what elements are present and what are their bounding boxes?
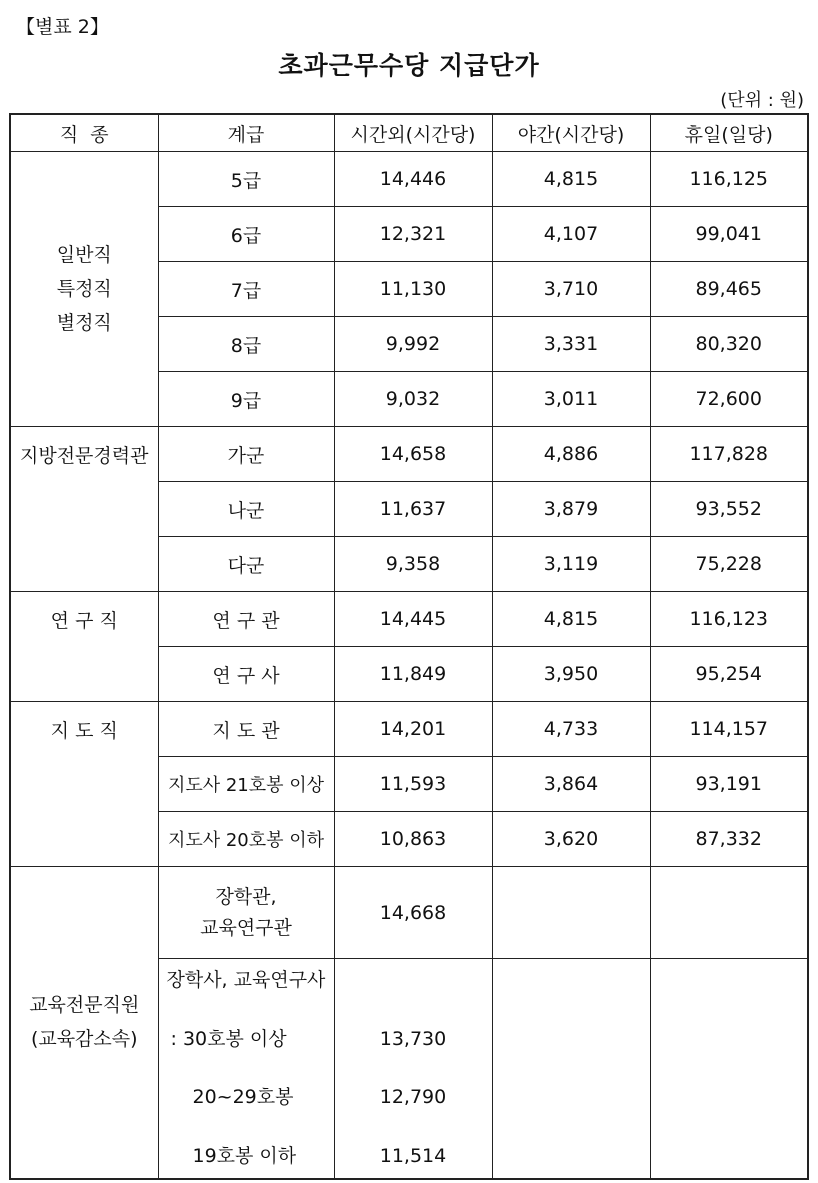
annex-label: 【별표 2】 [16, 16, 109, 38]
overtime-cell [334, 959, 492, 1179]
night-cell: 3,710 [492, 262, 650, 317]
night-cell: 4,815 [492, 592, 650, 647]
overtime-line: 13,730 [379, 1027, 447, 1050]
overtime-cell: 11,849 [334, 647, 492, 702]
grade-cell: 지도사 20호봉 이하 [158, 812, 334, 867]
overtime-cell: 11,637 [334, 482, 492, 537]
category-line: 교육전문직원 [29, 994, 140, 1017]
header-job-type: 직 종 [10, 114, 158, 152]
overtime-cell: 9,992 [334, 317, 492, 372]
holiday-cell: 89,465 [650, 262, 808, 317]
holiday-cell: 87,332 [650, 812, 808, 867]
holiday-cell: 99,041 [650, 207, 808, 262]
grade-lines [159, 959, 334, 1177]
overtime-line: 11,514 [379, 1144, 447, 1167]
grade-line: 20~29호봉 [192, 1086, 294, 1109]
overtime-cell: 14,668 [334, 867, 492, 959]
grade-line: 장학사, 교육연구사 [166, 969, 326, 991]
night-cell-empty [492, 867, 650, 959]
pay-rate-table [9, 113, 809, 1180]
table-row [10, 702, 808, 757]
night-cell: 3,331 [492, 317, 650, 372]
category-guidance: 지 도 직 [10, 702, 158, 867]
unit-note: (단위 : 원) [720, 90, 804, 111]
night-cell: 3,864 [492, 757, 650, 812]
category-research: 연 구 직 [10, 592, 158, 702]
header-holiday: 휴일(일당) [650, 114, 808, 152]
table-row [10, 867, 808, 959]
grade-cell: 8급 [158, 317, 334, 372]
page-title: 초과근무수당 지급단가 [278, 51, 540, 80]
grade-cell: 나군 [158, 482, 334, 537]
holiday-cell: 95,254 [650, 647, 808, 702]
overtime-cell: 14,658 [334, 427, 492, 482]
overtime-cell: 14,446 [334, 152, 492, 207]
grade-cell [158, 867, 334, 959]
overtime-cell: 9,032 [334, 372, 492, 427]
holiday-cell: 93,552 [650, 482, 808, 537]
holiday-cell: 117,828 [650, 427, 808, 482]
holiday-cell: 80,320 [650, 317, 808, 372]
table-row [10, 152, 808, 207]
category-general [10, 152, 158, 427]
holiday-cell-empty [650, 959, 808, 1179]
night-cell: 3,011 [492, 372, 650, 427]
holiday-cell: 75,228 [650, 537, 808, 592]
night-cell: 3,950 [492, 647, 650, 702]
grade-cell: 가군 [158, 427, 334, 482]
holiday-cell: 114,157 [650, 702, 808, 757]
grade-cell: 연 구 사 [158, 647, 334, 702]
grade-line: 교육연구관 [200, 916, 292, 939]
overtime-line: 12,790 [379, 1086, 447, 1109]
overtime-cell: 11,130 [334, 262, 492, 317]
category-line: 별정직 [56, 312, 112, 334]
overtime-cell: 12,321 [334, 207, 492, 262]
category-education [10, 867, 158, 1179]
header-row [10, 114, 808, 152]
overtime-cell: 10,863 [334, 812, 492, 867]
grade-cell: 연 구 관 [158, 592, 334, 647]
category-line: 특정직 [56, 278, 112, 300]
night-cell: 3,119 [492, 537, 650, 592]
overtime-cell: 9,358 [334, 537, 492, 592]
holiday-cell: 72,600 [650, 372, 808, 427]
night-cell: 4,815 [492, 152, 650, 207]
grade-cell: 다군 [158, 537, 334, 592]
overtime-cell: 14,445 [334, 592, 492, 647]
header-overtime: 시간외(시간당) [334, 114, 492, 152]
grade-cell: 5급 [158, 152, 334, 207]
night-cell: 4,733 [492, 702, 650, 757]
holiday-cell: 116,123 [650, 592, 808, 647]
grade-cell [158, 959, 334, 1179]
header-grade: 계급 [158, 114, 334, 152]
night-cell: 3,620 [492, 812, 650, 867]
grade-line: 19호봉 이하 [192, 1144, 297, 1167]
grade-cell: 지 도 관 [158, 702, 334, 757]
grade-cell: 6급 [158, 207, 334, 262]
overtime-cell: 14,201 [334, 702, 492, 757]
night-cell: 3,879 [492, 482, 650, 537]
overtime-lines [335, 959, 492, 1177]
holiday-cell: 93,191 [650, 757, 808, 812]
category-line: (교육감소속) [30, 1028, 138, 1051]
grade-cell: 지도사 21호봉 이상 [158, 757, 334, 812]
grade-cell: 7급 [158, 262, 334, 317]
category-local-expert: 지방전문경력관 [10, 427, 158, 592]
grade-line: : 30호봉 이상 [170, 1027, 287, 1050]
grade-line: 장학관, [215, 885, 277, 908]
grade-cell: 9급 [158, 372, 334, 427]
holiday-cell-empty [650, 867, 808, 959]
night-cell-empty [492, 959, 650, 1179]
category-line: 일반직 [56, 244, 112, 266]
header-night: 야간(시간당) [492, 114, 650, 152]
table-row [10, 592, 808, 647]
holiday-cell: 116,125 [650, 152, 808, 207]
overtime-cell: 11,593 [334, 757, 492, 812]
night-cell: 4,886 [492, 427, 650, 482]
table-row [10, 427, 808, 482]
night-cell: 4,107 [492, 207, 650, 262]
